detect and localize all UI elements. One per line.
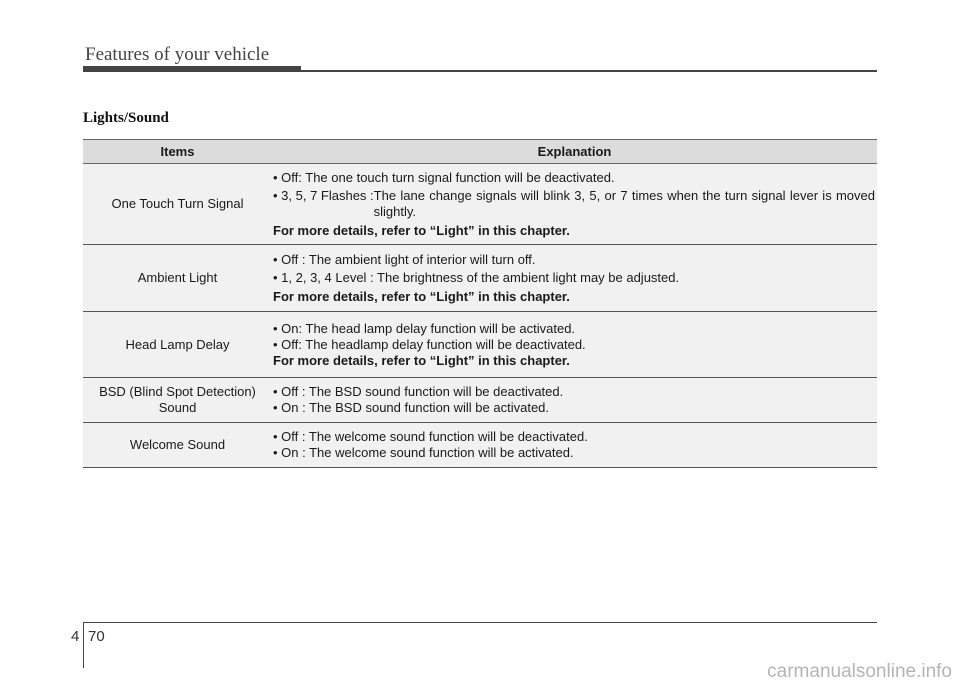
explanation-line xyxy=(273,445,875,461)
row-item: Ambient Light xyxy=(137,270,218,285)
table-row xyxy=(83,245,877,312)
explanation-line xyxy=(273,321,875,337)
page-header-title: Features of your vehicle xyxy=(85,44,270,65)
column-header-explanation: Explanation xyxy=(537,144,612,159)
column-header-items: Items xyxy=(160,144,195,159)
explanation-line xyxy=(273,188,875,220)
row-item: Head Lamp Delay xyxy=(125,336,230,352)
option-label: • On : xyxy=(273,445,310,460)
option-text: The welcome sound function will be activated. xyxy=(309,445,574,460)
header-rule-thin xyxy=(301,70,877,72)
row-explanation xyxy=(272,423,877,467)
row-explanation xyxy=(272,312,877,377)
option-label: • Off : xyxy=(273,429,309,444)
option-text: The welcome sound function will be deactivated. xyxy=(308,429,588,444)
row-item: BSD (Blind Spot Detection) Sound xyxy=(99,384,256,415)
option-label: • 3, 5, 7 Flashes : xyxy=(273,187,374,203)
table-header xyxy=(83,139,877,164)
option-text: The headlamp delay function will be deactivated. xyxy=(305,336,586,352)
row-explanation xyxy=(272,378,877,422)
option-text: The head lamp delay function will be activated. xyxy=(305,320,576,336)
footer-divider xyxy=(83,622,84,668)
watermark-text: carmanualsonline.info xyxy=(767,661,952,682)
option-text: The ambient light of interior will turn off. xyxy=(308,251,536,267)
explanation-line xyxy=(273,170,875,186)
explanation-line xyxy=(273,400,875,416)
option-text: The BSD sound function will be activated. xyxy=(309,400,550,415)
option-label: • On: xyxy=(273,320,306,336)
reference-note: For more details, refer to “Light” in this chapter. xyxy=(273,222,570,238)
section-title: Lights/Sound xyxy=(83,110,169,126)
settings-table xyxy=(83,139,877,468)
explanation-line xyxy=(273,384,875,400)
row-item: Welcome Sound xyxy=(129,437,226,452)
row-item: One Touch Turn Signal xyxy=(111,196,244,211)
option-label: • On : xyxy=(273,400,310,415)
option-label: • Off : xyxy=(273,384,309,399)
chapter-number: 4 xyxy=(71,628,80,645)
page-number: 70 xyxy=(88,628,105,645)
explanation-line xyxy=(273,429,875,445)
option-label: • Off : xyxy=(273,251,309,267)
option-text: The one touch turn signal function will be deactivated. xyxy=(305,169,615,185)
option-text: The lane change signals will blink 3, 5, or 7 times when the turn signal lever is moved slightly. xyxy=(373,187,875,219)
footer-rule xyxy=(83,622,877,623)
table-row xyxy=(83,378,877,423)
explanation-line xyxy=(273,270,875,286)
option-text: The brightness of the ambient light may be adjusted. xyxy=(377,269,680,285)
option-text: The BSD sound function will be deactivated. xyxy=(308,384,564,399)
table-row xyxy=(83,423,877,468)
explanation-line xyxy=(273,337,875,353)
reference-note: For more details, refer to “Light” in this chapter. xyxy=(273,352,570,368)
table-row xyxy=(83,312,877,378)
option-label: • Off: xyxy=(273,336,306,352)
row-explanation xyxy=(272,164,877,244)
option-label: • 1, 2, 3, 4 Level : xyxy=(273,269,378,285)
header-rule-thick xyxy=(83,66,301,72)
option-label: • Off: xyxy=(273,169,306,185)
reference-note: For more details, refer to “Light” in this chapter. xyxy=(273,288,570,304)
row-explanation xyxy=(272,245,877,311)
explanation-line xyxy=(273,252,875,268)
table-row xyxy=(83,164,877,245)
